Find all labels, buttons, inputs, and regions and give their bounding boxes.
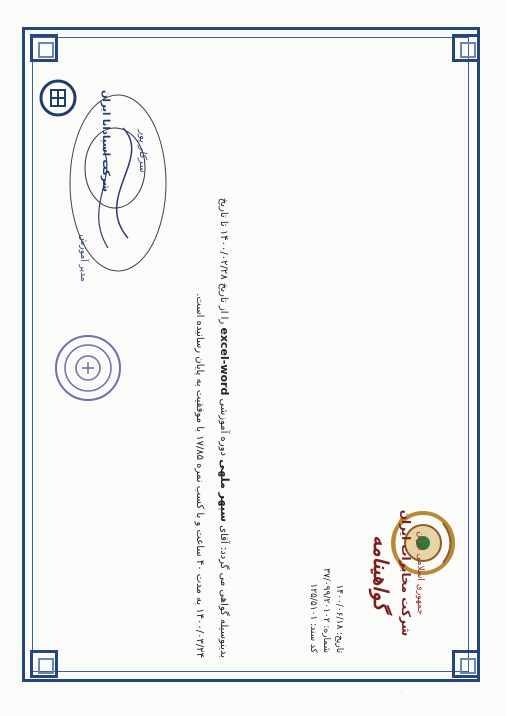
date-label: تاریخ: ۱۴۰۰/۰۶/۱۸ [334,584,344,653]
body-line-2: ۱۴۰۰/۰۳/۲۴ به مدت ۴۰ ساعت و با کسب نمره ۱۷/۸۵ با موفقیت به پایان رسانیده است. [194,293,205,658]
certificate-title: گواهینامه [369,535,393,611]
certificate-content [43,48,463,668]
body-line-1 [218,58,231,658]
header-block [369,488,425,658]
stamp-icon [53,333,123,403]
company-logo-icon [38,78,78,118]
country-label: جمهوری اسلامی ایران [415,531,425,615]
signatory-role: مدیر آموزش [78,234,88,282]
body-intro: بدینوسیله گواهی می گردد: آقای [218,525,229,658]
body-course-label: دوره آموزشی [218,398,229,456]
meta-block [306,503,345,653]
recipient-name: سپهر ملهی [218,459,231,523]
company-name: شرکت اسپادانا ایران [100,90,111,192]
number-label: شماره: ۳۷/۰۹۹/۲۰۱۰۲ [321,568,331,653]
course-name: excel-word [218,327,231,396]
signatory-name: سرکار پور [137,129,148,173]
footer-mark: · [400,690,402,697]
organization-name: شرکت مخابرات ایران [399,509,413,637]
code-label: کد سند: ۱۲۵/۵۱۰۱ [308,583,318,653]
body-dates: را از تاریخ ۱۴۰۰/۰۲/۲۸ تا تاریخ [218,197,229,325]
